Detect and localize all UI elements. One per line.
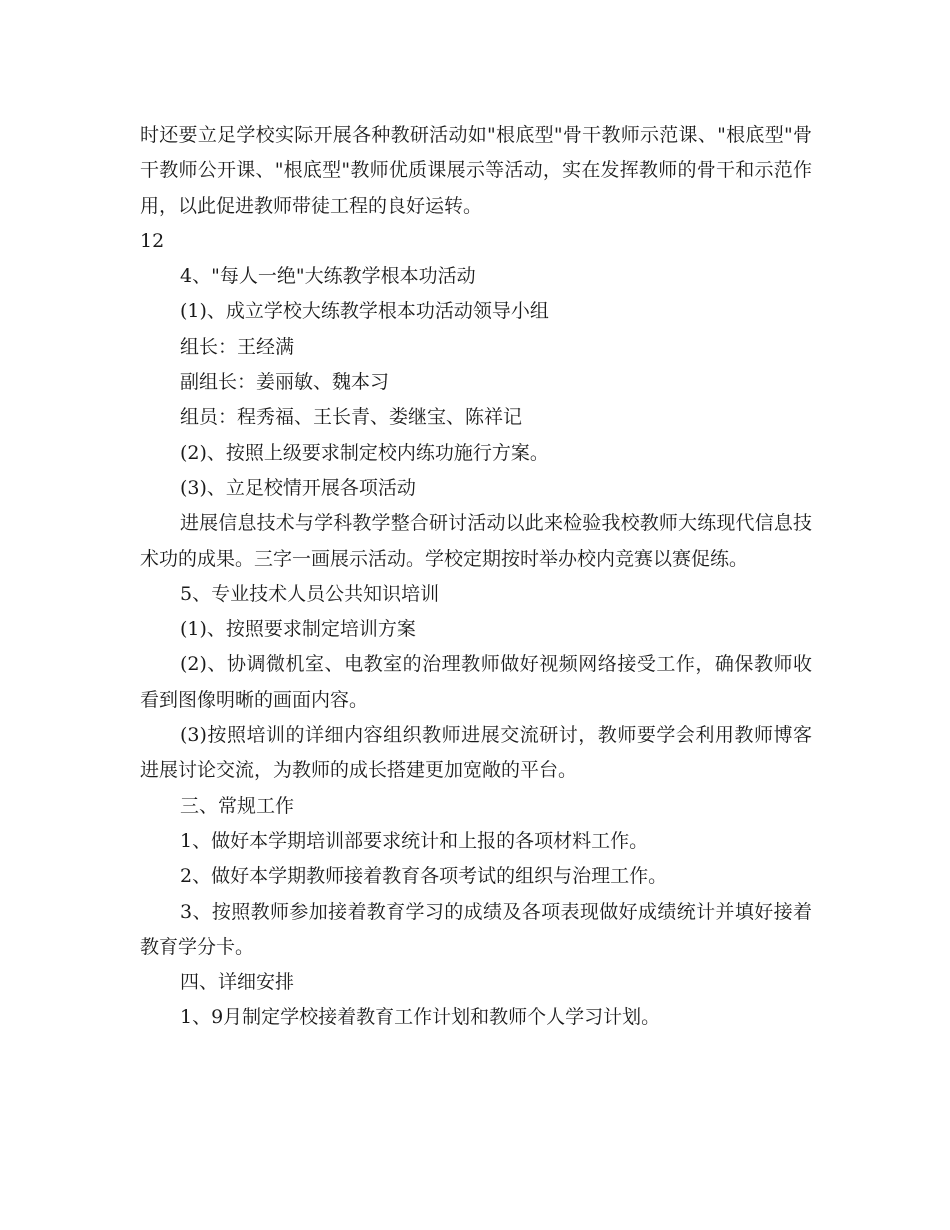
list-item: (2)、协调微机室、电教室的治理教师做好视频网络接受工作，确保教师收看到图像明晰的画面内容。 [140,653,812,711]
list-item: (3)、立足校情开展各项活动 [180,476,416,499]
list-item: (2)、按照上级要求制定校内练功施行方案。 [180,441,549,464]
list-item: 3、按照教师参加接着教育学习的成绩及各项表现做好成绩统计并填好接着教育学分卡。 [140,900,812,958]
list-item: (3)按照培训的详细内容组织教师进展交流研讨，教师要学会利用教师博客进展讨论交流，为教师的成长搭建更加宽敞的平台。 [140,724,812,782]
team-members: 组员：程秀福、王长青、娄继宝、陈祥记 [180,406,523,429]
heading-routine-work: 三、常规工作 [180,794,295,817]
document-body [140,118,812,1036]
heading-detailed-schedule: 四、详细安排 [180,971,295,994]
heading-section-4: 4、"每人一绝"大练教学根本功活动 [180,265,476,288]
list-item: 2、做好本学期教师接着教育各项考试的组织与治理工作。 [180,865,668,888]
list-item: (1)、成立学校大练教学根本功活动领导小组 [180,300,549,323]
list-item: (1)、按照要求制定培训方案 [180,618,416,641]
list-item: 1、9月制定学校接着教育工作计划和教师个人学习计划。 [180,1006,661,1029]
list-item: 1、做好本学期培训部要求统计和上报的各项材料工作。 [180,829,649,852]
team-leader: 组长：王经满 [180,335,295,358]
page-number: 12 [140,229,165,252]
paragraph-activities: 进展信息技术与学科教学整合研讨活动以此来检验我校教师大练现代信息技术功的成果。三字一画展示活动。学校定期按时举办校内竞赛以赛促练。 [140,512,812,570]
team-deputy-leader: 副组长：姜丽敏、魏本习 [180,371,390,394]
paragraph-intro: 时还要立足学校实际开展各种教研活动如"根底型"骨干教师示范课、"根底型"骨干教师公开课、"根底型"教师优质课展示等活动，实在发挥教师的骨干和示范作用，以此促进教师带徒工程的良好运转。 [140,124,812,217]
heading-section-5: 5、专业技术人员公共知识培训 [180,582,440,605]
